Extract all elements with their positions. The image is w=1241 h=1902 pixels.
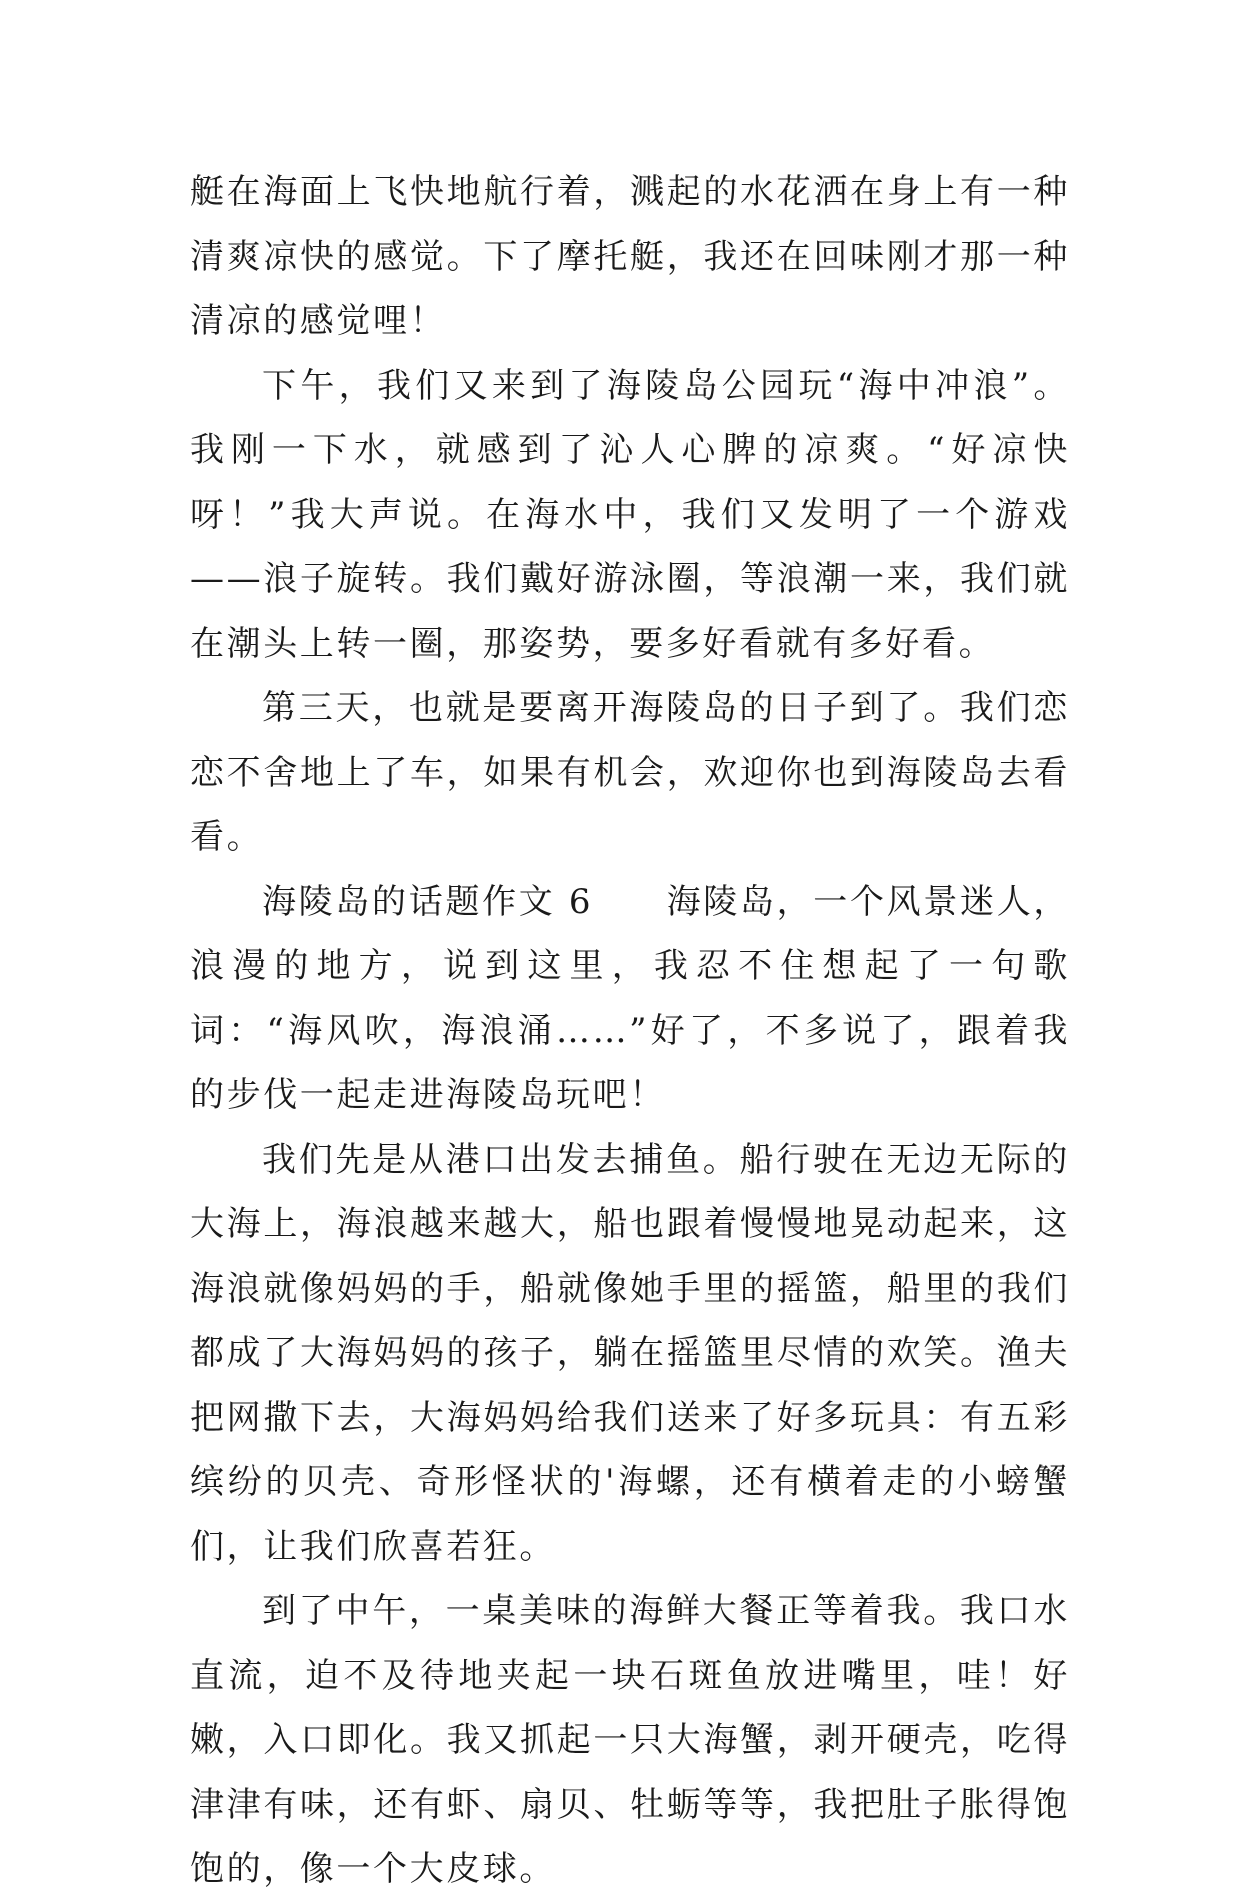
paragraph-5: 我们先是从港口出发去捕鱼。船行驶在无边无际的大海上，海浪越来越大，船也跟着慢慢地晃动起来，这海浪就像妈妈的手，船就像她手里的摇篮，船里的我们都成了大海妈妈的孩子，躺在摇篮里尽情的欢笑。渔夫把网撒下去，大海妈妈给我们送来了好多玩具：有五彩缤纷的贝壳、奇形怪状的'海螺，还有横着走的小螃蟹们，让我们欣喜若狂。 (190, 1139, 1070, 1567)
document-body (190, 160, 1070, 1902)
paragraph-6: 到了中午，一桌美味的海鲜大餐正等着我。我口水直流，迫不及待地夹起一块石斑鱼放进嘴里，哇！好嫩，入口即化。我又抓起一只大海蟹，剥开硬壳，吃得津津有味，还有虾、扇贝、牡蛎等等，我把肚子胀得饱饱的，像一个大皮球。 (190, 1591, 1070, 1889)
paragraph-4: 海陵岛的话题作文 6 海陵岛，一个风景迷人，浪漫的地方，说到这里，我忍不住想起了一句歌词：“海风吹，海浪涌……”好了，不多说了，跟着我的步伐一起走进海陵岛玩吧！ (190, 881, 1070, 1115)
paragraph-1: 艇在海面上飞快地航行着，溅起的水花洒在身上有一种清爽凉快的感觉。下了摩托艇，我还在回味刚才那一种清凉的感觉哩！ (190, 172, 1070, 341)
paragraph-2: 下午，我们又来到了海陵岛公园玩“海中冲浪”。我刚一下水，就感到了沁人心脾的凉爽。“好凉快呀！”我大声说。在海水中，我们又发明了一个游戏——浪子旋转。我们戴好游泳圈，等浪潮一来，我们就在潮头上转一圈，那姿势，要多好看就有多好看。 (190, 365, 1070, 664)
paragraph-3: 第三天，也就是要离开海陵岛的日子到了。我们恋恋不舍地上了车，如果有机会，欢迎你也到海陵岛去看看。 (190, 688, 1070, 857)
